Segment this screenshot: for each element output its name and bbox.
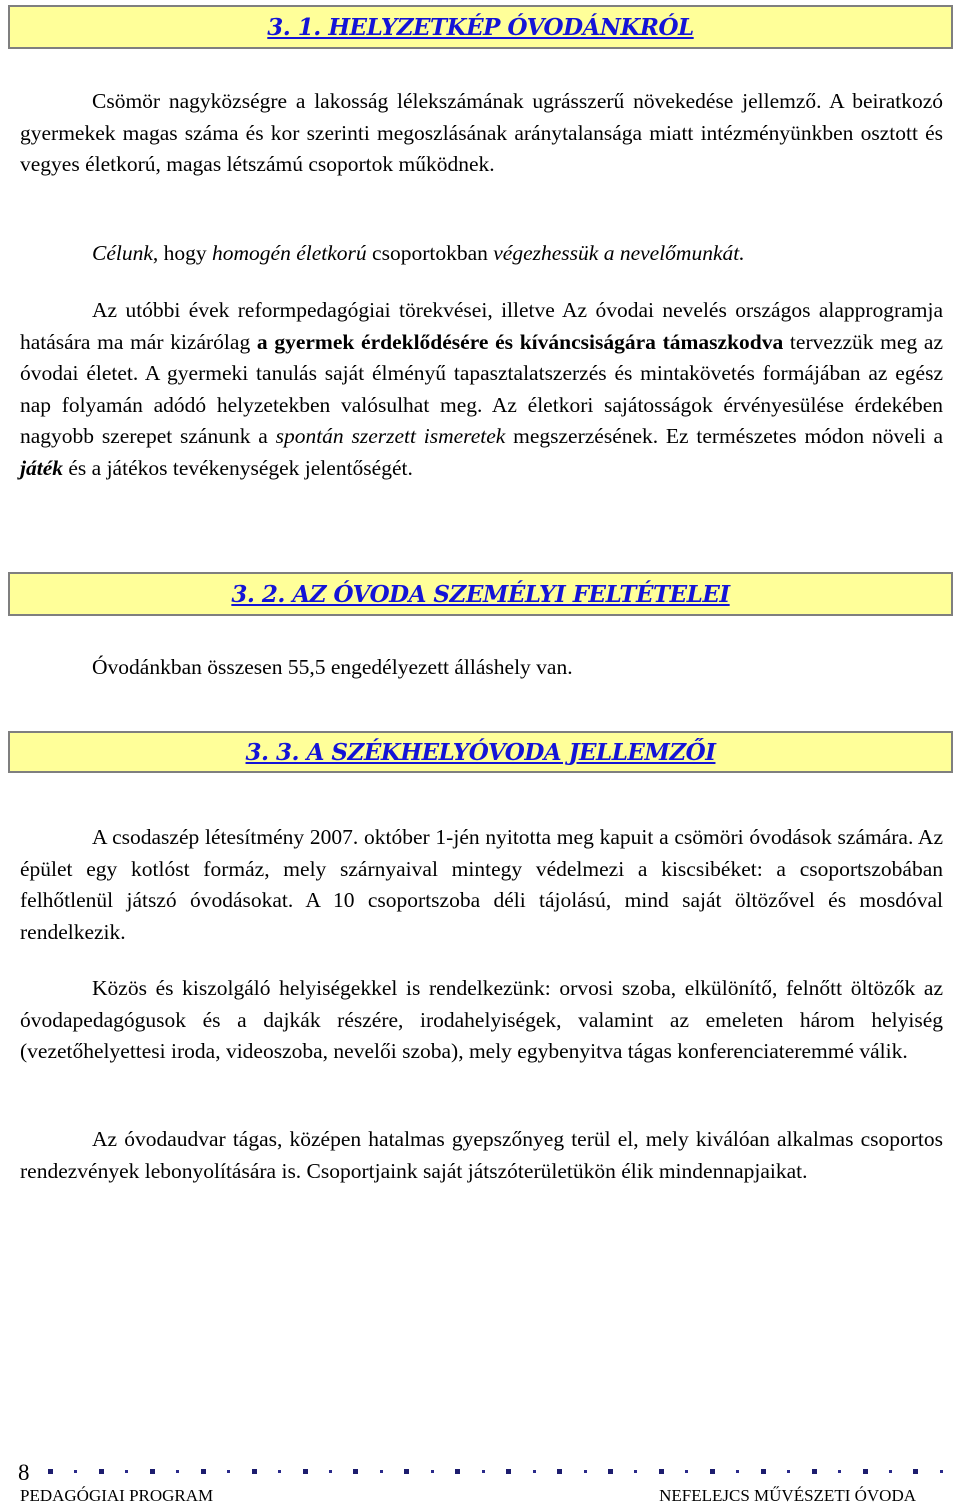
reform-italic: spontán szerzett ismeretek (275, 424, 506, 448)
paragraph-goal (20, 238, 943, 270)
footer-dot (608, 1469, 613, 1474)
goal-emphasis: Célunk (92, 241, 153, 265)
footer-dot (252, 1469, 257, 1474)
footer-dot (482, 1470, 485, 1473)
goal-text: , hogy (152, 241, 213, 265)
paragraph-reform-pedagogy (20, 295, 943, 484)
footer-dot (863, 1469, 868, 1474)
section-heading-3-1: 3. 1. HELYZETKÉP ÓVODÁNKRÓL (8, 5, 953, 49)
footer-dot (150, 1469, 155, 1474)
footer-dot (404, 1469, 409, 1474)
footer-dot (812, 1469, 817, 1474)
footer-dot (736, 1470, 739, 1473)
paragraph-staff: Óvodánkban összesen 55,5 engedélyezett álláshely van. (92, 655, 573, 679)
footer-dot (584, 1470, 587, 1473)
paragraph-yard: Az óvodaudvar tágas, középen hatalmas gyepszőnyeg terül el, mely kiválóan alkalmas csoportos rendezvények lebonyolítására is. Csoportjaink saját játszóterületükön élik mindennapjaikat. (20, 1127, 943, 1183)
footer-dot (431, 1470, 434, 1473)
footer-dot (329, 1470, 332, 1473)
footer-dot (99, 1469, 104, 1474)
reform-text: és a játékos tevékenységek jelentőségét. (63, 455, 413, 480)
footer-dot (838, 1470, 841, 1473)
footer-program-title: PEDAGÓGIAI PROGRAM (20, 1486, 214, 1505)
footer-dot (201, 1469, 206, 1474)
footer-dot (889, 1470, 892, 1473)
paragraph-population: Csömör nagyközségre a lakosság lélekszámának ugrásszerű növekedése jellemző. A beiratkozó gyermekek magas száma és kor szerinti megoszlásának aránytalansága miatt intézményünkben osztott és vegyes életkorú, magas létszámú csoportok működnek. (20, 89, 943, 176)
footer-dot (533, 1470, 536, 1473)
footer-dot (787, 1470, 790, 1473)
page-number: 8 (18, 1460, 30, 1485)
footer-dot (455, 1469, 460, 1474)
footer-dot (710, 1469, 715, 1474)
footer-dot (634, 1470, 637, 1473)
footer-dot (74, 1470, 77, 1473)
reform-bold-italic-word: játék (20, 455, 63, 480)
footer-dot (380, 1470, 383, 1473)
footer-dot (761, 1469, 766, 1474)
reform-text: Az utóbbi évek reformpedagógiai törekvései, illetve Az óvodai nevelés országos alapprogramja hatására ma már kizárólag (20, 298, 943, 354)
footer-dot (940, 1470, 943, 1473)
reform-text: tervezzük meg az óvodai életet. A gyermeki tanulás saját élményű tapasztalatszerzés és mintakövetés formájában az egész nap folyamán adódó helyzetekben valósulhat meg. Az életkori sajátosságok érvényesülése érdekében nagyobb szerepet szánunk a (20, 329, 943, 448)
footer-dot (227, 1470, 230, 1473)
footer-dot (303, 1469, 308, 1474)
footer-dot (125, 1470, 128, 1473)
reform-text: megszerzésének. Ez természetes módon növeli a (505, 424, 944, 448)
footer-dot (48, 1469, 53, 1474)
footer-dotted-line (48, 1466, 943, 1476)
reform-bold-italic (20, 456, 63, 480)
footer-dot (353, 1469, 358, 1474)
footer-dot (913, 1469, 918, 1474)
footer-institution-name: NEFELEJCS MŰVÉSZETI ÓVODA (659, 1486, 916, 1505)
footer-dot (176, 1470, 179, 1473)
section-heading-3-2: 3. 2. AZ ÓVODA SZEMÉLYI FELTÉTELEI (8, 572, 953, 616)
footer-dot (557, 1469, 562, 1474)
goal-emphasis: végezhessük a nevelőmunkát. (493, 241, 745, 265)
footer-dot (278, 1470, 281, 1473)
footer-dot (506, 1469, 511, 1474)
footer-dot (659, 1469, 664, 1474)
goal-text: csoportokban (366, 241, 494, 265)
paragraph-building: A csodaszép létesítmény 2007. október 1-jén nyitotta meg kapuit a csömöri óvodások számára. Az épület egy kotlóst formáz, mely szárnyaival mintegy védelmezi a kiscsibéket: a csoportszobában felhőtlenül játszó óvodásokat. A 10 csoportszoba déli tájolású, mind saját öltözővel és mosdóval rendelkezik. (20, 825, 943, 944)
section-heading-3-3: 3. 3. A SZÉKHELYÓVODA JELLEMZŐI (8, 731, 953, 773)
goal-emphasis: homogén életkorú (212, 241, 367, 265)
paragraph-rooms: Közös és kiszolgáló helyiségekkel is rendelkezünk: orvosi szoba, elkülönítő, felnőtt öltözők az óvodapedagógusok és a dajkák részére, irodahelyiségek, valamint az emeleten három helyiség (vezetőhelyettesi iroda, videoszoba, nevelői szoba), mely egybenyitva tágas konferenciateremmé válik. (20, 976, 943, 1063)
footer-dot (685, 1470, 688, 1473)
reform-bold: a gyermek érdeklődésére és kíváncsiságára támaszkodva (256, 329, 784, 354)
